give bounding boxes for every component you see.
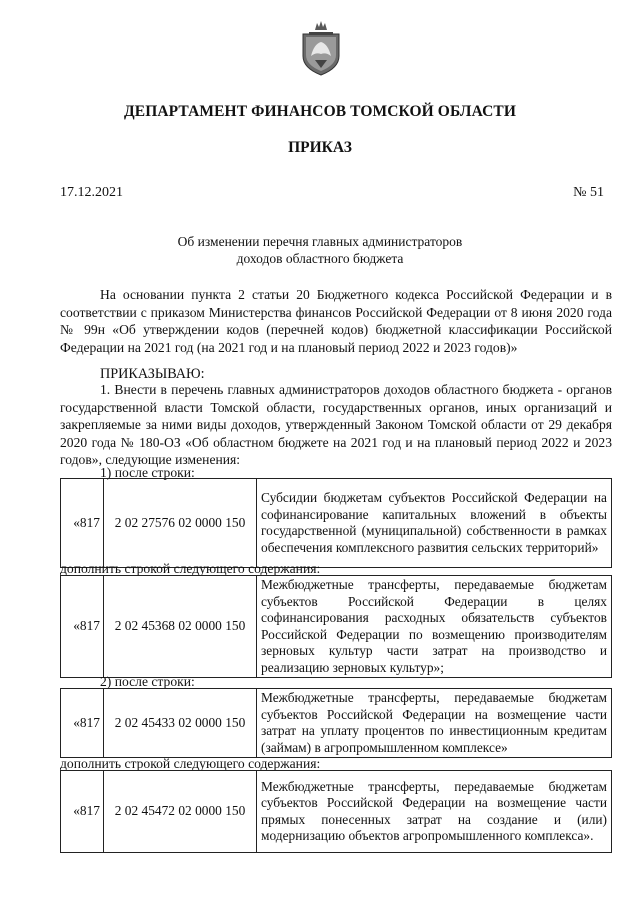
budget-table-4 xyxy=(60,770,612,853)
table-row xyxy=(61,771,612,853)
after-row-label-2: 2) после строки: xyxy=(100,674,195,689)
basis-paragraph: На основании пункта 2 статьи 20 Бюджетного кодекса Российской Федерации и в соответствии с приказом Министерства финансов Российской Федерации от 8 июня 2020 года № 99н «Об утверждении кодов (перечней кодов) бюджетной классификации Российской Федерации на 2021 год (на 2021 год и на плановый период 2022 и 2023 годов)» xyxy=(60,287,612,355)
order-date: 17.12.2021 xyxy=(60,185,123,200)
document-type-title: ПРИКАЗ xyxy=(288,139,352,156)
item-1-paragraph: 1. Внести в перечень главных администраторов доходов областного бюджета - органов государственной власти Томской области, государственных органов, иных организаций и закрепляемые за ними виды доходов, утвержденный Законом Томской области от 29 декабря 2020 года № 180-ОЗ «Об областном бюджете на 2021 год и на плановый период 2022 и 2023 годов», следующие изменения: xyxy=(60,382,612,467)
budget-table-3 xyxy=(60,688,612,758)
department-title: ДЕПАРТАМЕНТ ФИНАНСОВ ТОМСКОЙ ОБЛАСТИ xyxy=(124,103,516,120)
admin-code-cell: «817 xyxy=(61,689,104,758)
admin-code-cell: «817 xyxy=(61,771,104,853)
table-row xyxy=(61,689,612,758)
add-row-label-2: дополнить строкой следующего содержания: xyxy=(60,756,321,771)
income-code-cell: 2 02 45472 02 0000 150 xyxy=(104,771,257,853)
coat-of-arms-emblem xyxy=(300,20,342,76)
income-code-cell: 2 02 27576 02 0000 150 xyxy=(104,479,257,568)
budget-table-2 xyxy=(60,575,612,678)
order-word: ПРИКАЗЫВАЮ: xyxy=(100,366,205,382)
admin-code-cell: «817 xyxy=(61,479,104,568)
add-row-label-1: дополнить строкой следующего содержания: xyxy=(60,561,321,576)
income-code-cell: 2 02 45433 02 0000 150 xyxy=(104,689,257,758)
income-name-cell: Межбюджетные трансферты, передаваемые бюджетам субъектов Российской Федерации на возмещение части прямых понесенных затрат на создание и (или) модернизацию объектов агропромышленного комплекса». xyxy=(257,771,612,853)
after-row-label-1: 1) после строки: xyxy=(100,465,195,480)
income-name-cell: Межбюджетные трансферты, передаваемые бюджетам субъектов Российской Федерации на возмещение части затрат на уплату процентов по инвестиционным кредитам (займам) в агропромышленном комплексе» xyxy=(257,689,612,758)
income-code-cell: 2 02 45368 02 0000 150 xyxy=(104,576,257,678)
order-subject xyxy=(0,233,640,267)
income-name-cell: Межбюджетные трансферты, передаваемые бюджетам субъектов Российской Федерации в целях софинансирования расходных обязательств субъектов Российской Федерации по возмещению производителям зерновых культур части затрат на производство и реализацию зерновых культур»; xyxy=(257,576,612,678)
table-row xyxy=(61,479,612,568)
subject-line-1: Об изменении перечня главных администраторов xyxy=(177,234,463,249)
subject-line-2: доходов областного бюджета xyxy=(236,251,404,266)
table-row xyxy=(61,576,612,678)
income-name-cell: Субсидии бюджетам субъектов Российской Федерации на софинансирование капитальных вложений в объекты государственной (муниципальной) собственности в рамках обеспечения комплексного развития сельских территорий» xyxy=(257,479,612,568)
order-number: № 51 xyxy=(573,185,604,200)
budget-table-1 xyxy=(60,478,612,568)
admin-code-cell: «817 xyxy=(61,576,104,678)
